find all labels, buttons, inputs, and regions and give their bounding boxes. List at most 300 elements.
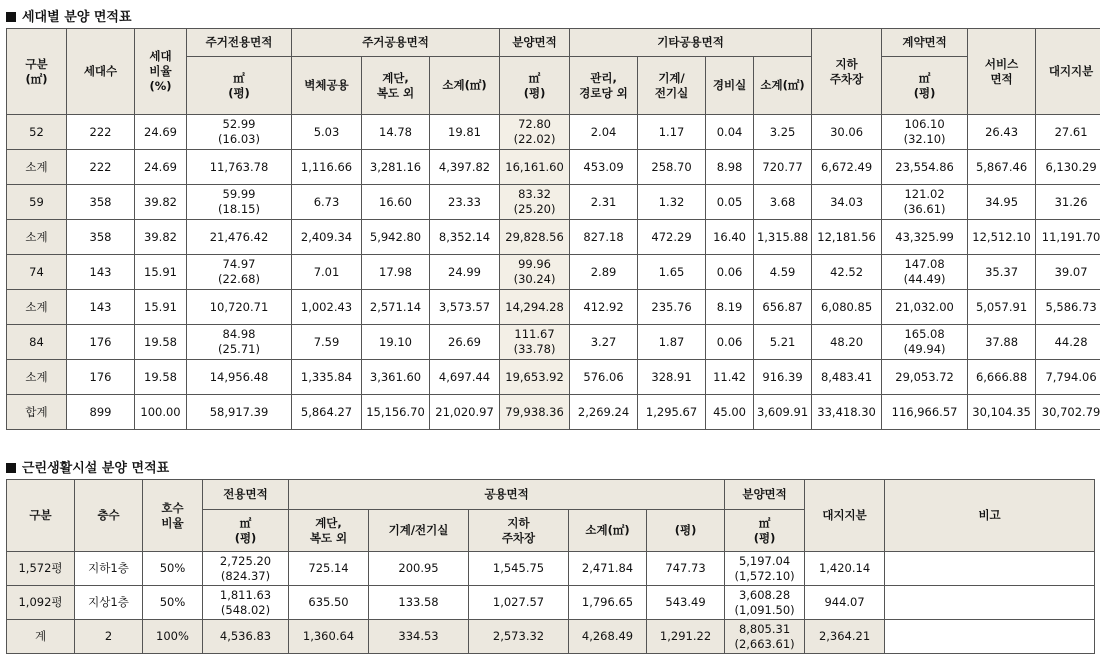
cell-text: 121.02 [904, 187, 945, 201]
cell-text: 1,027.57 [492, 595, 545, 609]
cell-text: 11,191.70 [1041, 229, 1100, 244]
cell-text: 5,057.91 [975, 299, 1028, 314]
table-cell [1036, 220, 1100, 255]
cell-text: 52 [29, 124, 44, 139]
cell-text: 111.67 [514, 327, 555, 341]
table-row [7, 115, 1100, 150]
table-row [7, 255, 1100, 290]
cell-text: 916.39 [762, 369, 803, 384]
table-row [7, 620, 1095, 654]
table-cell [638, 290, 706, 325]
table-row [7, 150, 1100, 185]
cell-text: 1,811.63 [219, 587, 272, 602]
cell-text: 30,104.35 [972, 404, 1031, 419]
table-cell [754, 150, 812, 185]
cell-text: 39.07 [1054, 264, 1088, 279]
cell-text: 16.40 [713, 229, 746, 244]
table-cell [805, 620, 885, 654]
cell-text: (32.10) [903, 132, 946, 146]
header-sale-area: 분양면적 [500, 29, 570, 57]
table-cell [725, 620, 805, 654]
row-label-cell [7, 220, 67, 255]
row-label-cell [7, 552, 75, 586]
table-cell [369, 620, 469, 654]
cell-text: (22.68) [218, 272, 260, 286]
table-cell [187, 150, 292, 185]
cell-text: 59 [29, 194, 44, 209]
table-cell [968, 115, 1036, 150]
table-cell [706, 325, 754, 360]
table-cell [135, 150, 187, 185]
cell-text: 12,512.10 [972, 229, 1031, 244]
cell-text: 1,796.65 [581, 595, 634, 609]
header-land-share: 대지지분 [1036, 29, 1100, 115]
table-cell [187, 325, 292, 360]
cell-text: 84.98 [222, 327, 256, 341]
table-cell [362, 395, 430, 430]
cell-text: 83.32 [518, 187, 551, 201]
cell-text: 2,573.32 [492, 629, 545, 643]
table-cell [135, 115, 187, 150]
row-label-cell [7, 185, 67, 220]
table-cell [754, 255, 812, 290]
cell-text: 2 [104, 629, 113, 643]
table-cell [203, 620, 289, 654]
cell-text: 827.18 [583, 229, 624, 244]
cell-text: 계 [34, 629, 47, 643]
table-cell [67, 290, 135, 325]
table-cell [500, 255, 570, 290]
cell-text: (30.24) [513, 272, 556, 286]
table-cell [885, 552, 1095, 586]
table-cell [706, 255, 754, 290]
cell-text: (22.02) [513, 132, 556, 146]
header-gubun: 구분 (㎡) [7, 29, 67, 115]
table-cell [362, 290, 430, 325]
table-cell [968, 360, 1036, 395]
table-row [7, 586, 1095, 620]
table-cell [725, 586, 805, 620]
table-cell [67, 325, 135, 360]
cell-text: 1.17 [658, 124, 685, 139]
table-cell [812, 395, 882, 430]
cell-text: (548.02) [220, 602, 271, 617]
cell-text: 1,315.88 [756, 229, 809, 244]
table-cell [968, 395, 1036, 430]
cell-text: 334.53 [398, 629, 439, 643]
cell-text: 656.87 [762, 299, 803, 314]
cell-text: 74.97 [222, 257, 256, 271]
cell-text: 222 [89, 159, 112, 174]
cell-text: 31.26 [1054, 194, 1088, 209]
header2-note: 비고 [885, 480, 1095, 552]
cell-text: 19.58 [144, 334, 177, 349]
cell-text: 2.04 [590, 124, 617, 139]
cell-text: 4,536.83 [219, 629, 272, 643]
header2-land-share: 대지지분 [805, 480, 885, 552]
cell-text: 725.14 [308, 561, 349, 575]
cell-text: 2.31 [590, 194, 617, 209]
table-cell [968, 325, 1036, 360]
cell-text: 2,471.84 [581, 561, 634, 575]
cell-text: 14,956.48 [209, 369, 269, 384]
table-cell [805, 586, 885, 620]
table-cell [725, 552, 805, 586]
table-cell [570, 255, 638, 290]
cell-text: 33,418.30 [817, 404, 876, 419]
table-cell [706, 220, 754, 255]
table-cell [362, 255, 430, 290]
table-cell [1036, 290, 1100, 325]
table-cell [754, 220, 812, 255]
commercial-area-table [6, 479, 1095, 654]
cell-text: 29,053.72 [895, 369, 954, 384]
table-cell [187, 360, 292, 395]
row-label-cell [7, 115, 67, 150]
table-cell [67, 150, 135, 185]
table-cell [67, 115, 135, 150]
table-cell [882, 325, 968, 360]
table-cell [638, 220, 706, 255]
cell-text: 42.52 [830, 264, 864, 279]
cell-text: 59.99 [222, 187, 256, 201]
header-guard: 경비실 [706, 57, 754, 115]
table-cell [570, 185, 638, 220]
table-cell [570, 115, 638, 150]
table-cell [754, 115, 812, 150]
header-parking: 지하 주차장 [812, 29, 882, 115]
cell-text: 899 [89, 404, 112, 419]
cell-text: 30.06 [830, 124, 864, 139]
cell-text: 11.42 [713, 369, 746, 384]
table-cell [754, 395, 812, 430]
cell-text: 143 [89, 264, 112, 279]
header-exclusive-unit: ㎡ (평) [187, 57, 292, 115]
cell-text: 543.49 [665, 595, 706, 609]
header-households: 세대수 [67, 29, 135, 115]
table-cell [430, 290, 500, 325]
table-cell [430, 220, 500, 255]
table-cell [1036, 255, 1100, 290]
table-cell [143, 552, 203, 586]
table-cell [882, 360, 968, 395]
table-cell [882, 395, 968, 430]
table-cell [362, 185, 430, 220]
table-cell [500, 150, 570, 185]
table-cell [706, 150, 754, 185]
cell-text: 74 [29, 264, 44, 279]
cell-text: 3,281.16 [369, 159, 422, 174]
header2-stairs: 계단, 복도 외 [289, 510, 369, 552]
cell-text: 1.32 [658, 194, 685, 209]
cell-text: 8.98 [716, 159, 743, 174]
table-cell [135, 255, 187, 290]
table-cell [362, 220, 430, 255]
table-cell [812, 255, 882, 290]
table-cell [638, 325, 706, 360]
cell-text: 27.61 [1054, 124, 1088, 139]
table-row [7, 290, 1100, 325]
cell-text: 10,720.71 [209, 299, 269, 314]
cell-text: 72.80 [518, 117, 551, 131]
cell-text: 50% [159, 595, 186, 609]
cell-text: 0.04 [716, 124, 743, 139]
cell-text: (25.20) [513, 202, 556, 216]
table-cell [292, 115, 362, 150]
table-cell [187, 395, 292, 430]
cell-text: 3,573.57 [438, 299, 491, 314]
cell-text: 16,161.60 [505, 159, 564, 174]
row-label-cell [7, 360, 67, 395]
cell-text: 5,864.27 [300, 404, 353, 419]
table-cell [754, 325, 812, 360]
cell-text: (1,572.10) [734, 568, 795, 583]
cell-text: 3,361.60 [369, 369, 422, 384]
cell-text: 176 [89, 369, 112, 384]
cell-text: 58,917.39 [209, 404, 269, 419]
table-cell [805, 552, 885, 586]
table-cell [289, 620, 369, 654]
table-cell [882, 220, 968, 255]
cell-text: 48.20 [830, 334, 864, 349]
table-cell [187, 115, 292, 150]
cell-text: 23,554.86 [895, 159, 954, 174]
cell-text: 7.01 [313, 264, 340, 279]
table-cell [500, 360, 570, 395]
table-cell [75, 586, 143, 620]
cell-text: (2,663.61) [734, 636, 795, 651]
cell-text: 8,483.41 [820, 369, 873, 384]
cell-text: 1,335.84 [300, 369, 353, 384]
header2-ratio: 호수 비율 [143, 480, 203, 552]
table-cell [67, 360, 135, 395]
cell-text: 1,360.64 [302, 629, 355, 643]
table-cell [500, 395, 570, 430]
header2-parking: 지하 주차장 [469, 510, 569, 552]
cell-text: 4,697.44 [438, 369, 491, 384]
table-cell [638, 150, 706, 185]
cell-text: 472.29 [651, 229, 692, 244]
table-cell [1036, 185, 1100, 220]
cell-text: 1,002.43 [300, 299, 353, 314]
cell-text: 4,397.82 [438, 159, 491, 174]
cell-text: 39.82 [144, 229, 177, 244]
cell-text: 3.27 [590, 334, 617, 349]
header-other-common: 기타공용면적 [570, 29, 812, 57]
header-stairs: 계단, 복도 외 [362, 57, 430, 115]
cell-text: 29,828.56 [505, 229, 564, 244]
table-cell [67, 185, 135, 220]
cell-text: (49.94) [903, 342, 946, 356]
table-cell [500, 220, 570, 255]
cell-text: 8,805.31 [738, 621, 791, 636]
cell-text: (824.37) [220, 568, 271, 583]
header-machine: 기계/ 전기실 [638, 57, 706, 115]
cell-text: 747.73 [665, 561, 706, 575]
table-cell [430, 185, 500, 220]
table-cell [1036, 325, 1100, 360]
table-cell [135, 325, 187, 360]
cell-text: 358 [89, 229, 112, 244]
table-cell [570, 290, 638, 325]
cell-text: 412.92 [583, 299, 624, 314]
header2-sale-unit: ㎡ (평) [725, 510, 805, 552]
cell-text: 15.91 [144, 264, 177, 279]
cell-text: 8,352.14 [438, 229, 491, 244]
cell-text: 1,092평 [18, 595, 63, 609]
table-cell [570, 395, 638, 430]
cell-text: 100.00 [140, 404, 181, 419]
table-cell [369, 552, 469, 586]
cell-text: 21,476.42 [209, 229, 269, 244]
table-cell [135, 290, 187, 325]
table-row [7, 360, 1100, 395]
table-cell [292, 290, 362, 325]
table-cell [882, 150, 968, 185]
cell-text: 44.28 [1054, 334, 1088, 349]
cell-text: 7.59 [313, 334, 340, 349]
cell-text: (33.78) [513, 342, 556, 356]
table-cell [647, 552, 725, 586]
cell-text: 5.21 [769, 334, 796, 349]
table-cell [706, 115, 754, 150]
cell-text: 39.82 [144, 194, 177, 209]
table-cell [885, 586, 1095, 620]
table-row [7, 395, 1100, 430]
cell-text: 지하1층 [88, 561, 129, 575]
cell-text: 5,942.80 [369, 229, 422, 244]
cell-text: 1,420.14 [818, 561, 871, 575]
cell-text: 15,156.70 [366, 404, 425, 419]
cell-text: 11,763.78 [209, 159, 269, 174]
table-cell [187, 220, 292, 255]
cell-text: 6.73 [313, 194, 340, 209]
cell-text: 358 [89, 194, 112, 209]
table-cell [430, 255, 500, 290]
table-cell [569, 586, 647, 620]
cell-text: 21,020.97 [435, 404, 494, 419]
table-cell [706, 185, 754, 220]
cell-text: 328.91 [651, 369, 692, 384]
row-label-cell [7, 150, 67, 185]
cell-text: 1,291.22 [659, 629, 712, 643]
cell-text: 0.06 [716, 334, 743, 349]
cell-text: 52.99 [222, 117, 256, 131]
table-cell [570, 325, 638, 360]
table-cell [292, 255, 362, 290]
table-cell [203, 586, 289, 620]
table-cell [469, 552, 569, 586]
table-cell [569, 552, 647, 586]
row-label-cell [7, 325, 67, 360]
cell-text: 34.03 [830, 194, 864, 209]
cell-text: (18.15) [218, 202, 260, 216]
cell-text: 24.69 [144, 159, 177, 174]
table-cell [75, 620, 143, 654]
table-cell [569, 620, 647, 654]
table-cell [292, 150, 362, 185]
cell-text: 176 [89, 334, 112, 349]
cell-text: 26.69 [448, 334, 481, 349]
table-cell [289, 552, 369, 586]
table-cell [135, 360, 187, 395]
table-cell [362, 360, 430, 395]
cell-text: 6,130.29 [1045, 159, 1097, 174]
cell-text: 100% [156, 629, 189, 643]
table-cell [812, 360, 882, 395]
cell-text: 143 [89, 299, 112, 314]
table-cell [362, 325, 430, 360]
table-cell [1036, 360, 1100, 395]
table-cell [469, 586, 569, 620]
cell-text: 0.06 [716, 264, 743, 279]
row-label-cell [7, 395, 67, 430]
table-cell [187, 185, 292, 220]
cell-text: 19.58 [144, 369, 177, 384]
section-title-commercial: 근린생활시설 분양 면적표 [6, 457, 169, 476]
table-cell [812, 220, 882, 255]
header2-floor: 층수 [75, 480, 143, 552]
table-cell [812, 185, 882, 220]
cell-text: 23.33 [448, 194, 481, 209]
table-cell [968, 185, 1036, 220]
row-label-cell [7, 290, 67, 325]
header-mgmt: 관리, 경로당 외 [570, 57, 638, 115]
table-cell [638, 360, 706, 395]
cell-text: 35.37 [985, 264, 1019, 279]
row-label-cell [7, 620, 75, 654]
cell-text: 15.91 [144, 299, 177, 314]
table-cell [882, 115, 968, 150]
cell-text: (44.49) [903, 272, 946, 286]
cell-text: 34.95 [985, 194, 1019, 209]
table-cell [706, 290, 754, 325]
table-cell [570, 220, 638, 255]
table-cell [430, 325, 500, 360]
table-cell [143, 586, 203, 620]
header-wall-common: 벽체공용 [292, 57, 362, 115]
cell-text: 1,572평 [18, 561, 63, 575]
cell-text: 43,325.99 [895, 229, 954, 244]
table-cell [968, 150, 1036, 185]
cell-text: 99.96 [518, 257, 551, 271]
table-cell [369, 586, 469, 620]
cell-text: 0.05 [716, 194, 743, 209]
cell-text: 소계 [25, 229, 48, 244]
table-cell [430, 150, 500, 185]
cell-text: (25.71) [218, 342, 260, 356]
table-cell [500, 325, 570, 360]
table-cell [67, 255, 135, 290]
cell-text: 2,269.24 [577, 404, 630, 419]
cell-text: 소계 [25, 369, 48, 384]
header2-exclusive: 전용면적 [203, 480, 289, 510]
cell-text: 8.19 [716, 299, 743, 314]
table-cell [292, 360, 362, 395]
cell-text: 147.08 [904, 257, 945, 271]
square-bullet-icon [6, 463, 16, 473]
cell-text: 235.76 [651, 299, 692, 314]
cell-text: 944.07 [824, 595, 865, 609]
table-cell [430, 360, 500, 395]
cell-text: 6,666.88 [975, 369, 1028, 384]
cell-text: 635.50 [308, 595, 349, 609]
cell-text: 720.77 [762, 159, 803, 174]
square-bullet-icon [6, 12, 16, 22]
cell-text: 1.87 [658, 334, 685, 349]
cell-text: 5,197.04 [738, 553, 791, 568]
cell-text: 14,294.28 [505, 299, 564, 314]
